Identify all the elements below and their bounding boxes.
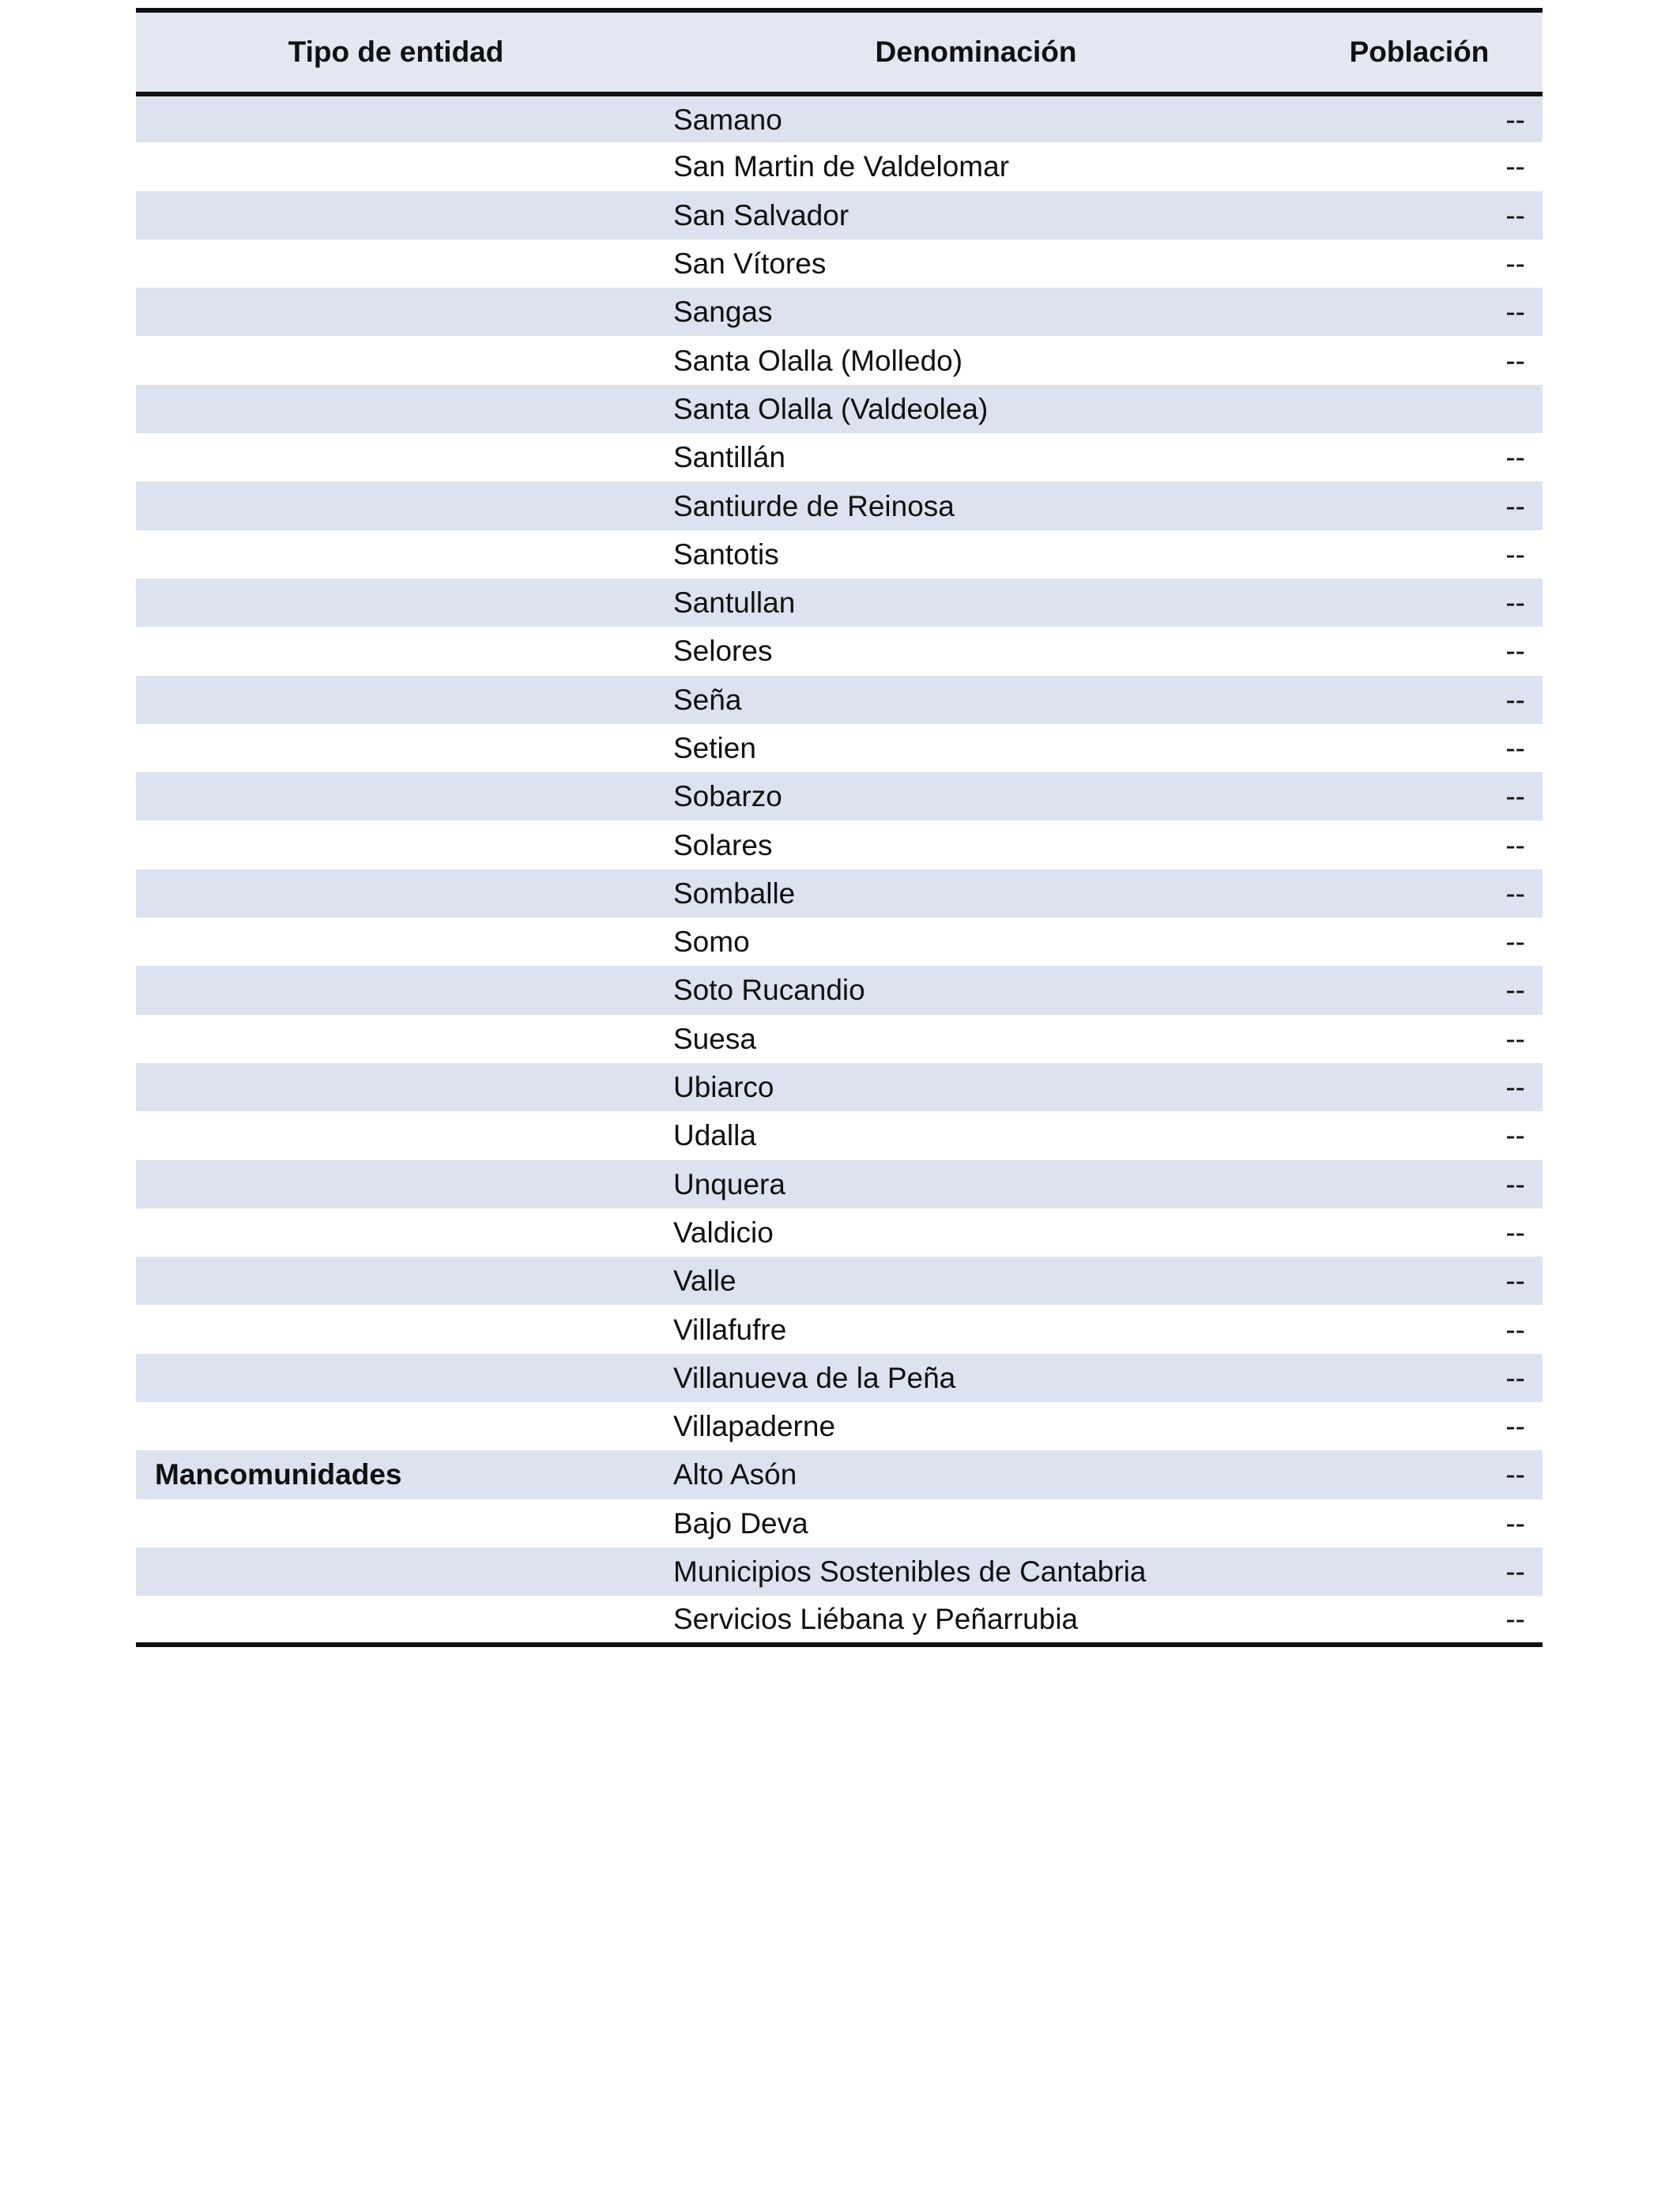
cell-population: -- [1505, 732, 1525, 764]
table-row [136, 481, 1543, 530]
cell-population: -- [1505, 1216, 1525, 1249]
cell-entity-type [136, 627, 656, 675]
cell-entity-type [136, 869, 656, 918]
table-row [136, 1547, 1543, 1596]
cell-entity-type [136, 1063, 656, 1111]
cell-denomination: Alto Asón [673, 1458, 797, 1491]
entities-table [136, 8, 1543, 1647]
table-row [136, 676, 1543, 724]
cell-entity-type [136, 530, 656, 579]
cell-entity-type [136, 1111, 656, 1159]
cell-denomination: Valle [673, 1265, 736, 1298]
cell-entity-type [136, 918, 656, 966]
table-body [136, 94, 1543, 1645]
cell-entity-type [136, 676, 656, 724]
cell-denomination: Santillán [673, 441, 785, 474]
cell-population: -- [1505, 344, 1525, 377]
cell-entity-type [136, 1257, 656, 1305]
cell-denomination: Villanueva de la Peña [673, 1361, 956, 1394]
cell-population: -- [1505, 198, 1525, 232]
cell-population: -- [1505, 586, 1525, 620]
cell-denomination: Somo [673, 925, 750, 959]
cell-population: -- [1505, 1458, 1525, 1491]
table-row [136, 530, 1543, 579]
table-row [136, 1596, 1543, 1644]
cell-population: -- [1505, 1265, 1525, 1298]
cell-denomination: Udalla [673, 1119, 756, 1152]
cell-population: -- [1505, 1022, 1525, 1055]
cell-entity-type [136, 191, 656, 239]
cell-population: -- [1505, 780, 1525, 813]
table-row [136, 627, 1543, 675]
cell-denomination: Sobarzo [673, 780, 782, 813]
cell-denomination: Santotis [673, 537, 779, 571]
cell-population: -- [1505, 683, 1525, 716]
cell-population: -- [1505, 247, 1525, 281]
table-row [136, 336, 1543, 384]
table-row [136, 239, 1543, 288]
cell-population: -- [1505, 150, 1525, 183]
cell-population: -- [1505, 489, 1525, 522]
cell-entity-type [136, 1354, 656, 1402]
cell-denomination: Villapaderne [673, 1410, 836, 1443]
cell-entity-type [136, 94, 656, 142]
cell-population: -- [1505, 1119, 1525, 1152]
cell-entity-type [136, 579, 656, 627]
table-row [136, 1015, 1543, 1063]
table-header [136, 10, 1543, 94]
cell-denomination: Villafufre [673, 1313, 787, 1346]
table-row [136, 288, 1543, 336]
table-row [136, 1208, 1543, 1257]
table-row [136, 1499, 1543, 1547]
cell-denomination: Santiurde de Reinosa [673, 489, 955, 522]
cell-denomination: San Salvador [673, 198, 849, 232]
cell-population [1296, 385, 1543, 433]
cell-denomination: Setien [673, 732, 756, 764]
table-row [136, 191, 1543, 239]
table-row [136, 1160, 1543, 1208]
cell-denomination: Bajo Deva [673, 1506, 808, 1540]
cell-denomination: San Martin de Valdelomar [673, 150, 1010, 183]
cell-entity-type [136, 820, 656, 869]
header-row [136, 10, 1543, 94]
cell-population: -- [1505, 537, 1525, 571]
table-row [136, 869, 1543, 918]
cell-entity-type [136, 1596, 656, 1644]
cell-entity-type [136, 1547, 656, 1596]
cell-denomination: Servicios Liébana y Peñarrubia [656, 1596, 1296, 1644]
cell-population: -- [1296, 1596, 1543, 1644]
cell-entity-type [136, 1160, 656, 1208]
cell-entity-type [136, 481, 656, 530]
cell-denomination: San Vítores [673, 247, 827, 281]
cell-population: -- [1505, 103, 1525, 136]
cell-denomination: Seña [673, 683, 742, 716]
entities-table-container [136, 8, 1543, 1647]
table-row [136, 1450, 1543, 1498]
cell-population: -- [1505, 1410, 1525, 1443]
table-row [136, 142, 1543, 190]
cell-denomination: Somballe [673, 876, 796, 910]
cell-population: -- [1505, 1361, 1525, 1394]
cell-entity-type [136, 1015, 656, 1063]
cell-population: -- [1505, 1555, 1525, 1589]
table-row [136, 385, 1543, 433]
cell-population: -- [1505, 876, 1525, 910]
cell-entity-type: Mancomunidades [155, 1458, 402, 1491]
table-row [136, 820, 1543, 869]
cell-denomination: Municipios Sostenibles de Cantabria [673, 1555, 1147, 1589]
cell-entity-type [136, 1208, 656, 1257]
cell-entity-type [136, 1402, 656, 1450]
table-row [136, 966, 1543, 1014]
cell-denomination: Valdicio [673, 1216, 774, 1249]
cell-denomination: Ubiarco [673, 1071, 774, 1104]
table-row [136, 1354, 1543, 1402]
header-entity-type: Tipo de entidad [136, 10, 656, 94]
cell-denomination: Unquera [673, 1167, 785, 1201]
cell-population: -- [1505, 1313, 1525, 1346]
table-row [136, 1063, 1543, 1111]
table-row [136, 1305, 1543, 1353]
table-row [136, 579, 1543, 627]
cell-denomination: Suesa [673, 1022, 756, 1055]
cell-denomination: Sangas [673, 296, 773, 329]
table-row [136, 724, 1543, 772]
cell-population: -- [1505, 1071, 1525, 1104]
cell-entity-type [136, 966, 656, 1014]
cell-entity-type [136, 772, 656, 820]
cell-denomination: Soto Rucandio [673, 974, 865, 1007]
header-denomination: Denominación [656, 10, 1296, 94]
cell-entity-type [136, 433, 656, 481]
cell-population: -- [1505, 1506, 1525, 1540]
cell-entity-type [136, 336, 656, 384]
cell-entity-type [136, 724, 656, 772]
cell-entity-type [136, 1305, 656, 1353]
cell-population: -- [1505, 635, 1525, 668]
cell-population: -- [1505, 974, 1525, 1007]
cell-population: -- [1505, 441, 1525, 474]
table-row [136, 918, 1543, 966]
cell-population: -- [1505, 1167, 1525, 1201]
cell-population: -- [1505, 925, 1525, 959]
cell-entity-type [136, 385, 656, 433]
cell-entity-type [136, 1499, 656, 1547]
cell-population: -- [1505, 828, 1525, 861]
cell-denomination: Santa Olalla (Molledo) [673, 344, 963, 377]
cell-denomination: Selores [673, 635, 773, 668]
table-row [136, 1257, 1543, 1305]
table-row [136, 1402, 1543, 1450]
cell-denomination: Samano [673, 103, 782, 136]
header-population: Población [1296, 10, 1543, 94]
table-row [136, 772, 1543, 820]
cell-entity-type [136, 142, 656, 190]
cell-denomination: Santullan [673, 586, 796, 620]
cell-denomination: Santa Olalla (Valdeolea) [673, 392, 989, 425]
cell-population: -- [1505, 296, 1525, 329]
table-row [136, 1111, 1543, 1159]
cell-entity-type [136, 288, 656, 336]
cell-denomination: Solares [673, 828, 773, 861]
cell-entity-type [136, 239, 656, 288]
table-row [136, 94, 1543, 142]
table-row [136, 433, 1543, 481]
